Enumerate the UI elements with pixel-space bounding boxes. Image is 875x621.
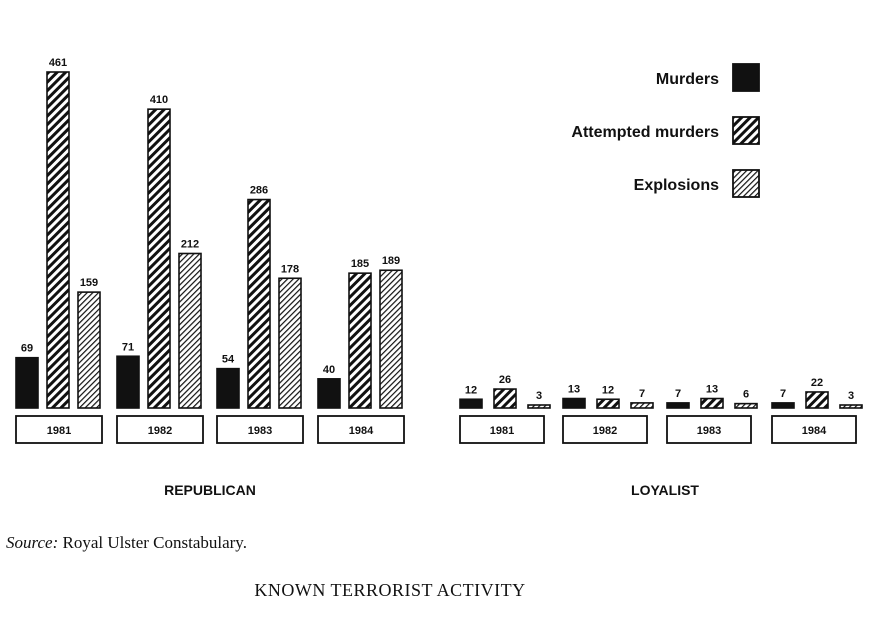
bar-loyalist-1983-explosions [735, 404, 757, 408]
legend-swatch-attempted-murders [733, 117, 759, 144]
data-label-loyalist-1982-explosions: 7 [638, 387, 646, 400]
legend-item-attempted-murders [571, 117, 759, 144]
bar-republican-1982-explosions [179, 253, 201, 408]
data-label-loyalist-1983-explosions: 6 [742, 388, 750, 401]
data-label-loyalist-1984-explosions: 3 [847, 390, 855, 402]
bar-republican-1983-attempted-murders [248, 200, 270, 408]
bar-republican-1981-murders [16, 358, 38, 408]
legend-label-attempted-murders: Attempted murders [571, 124, 719, 141]
data-label-republican-1982-attempted-murders: 410 [149, 94, 169, 107]
bar-loyalist-1984-explosions [840, 405, 862, 408]
tick-label-republican-1983: 1983 [247, 425, 273, 437]
bar-loyalist-1982-attempted-murders [597, 399, 619, 408]
tick-label-loyalist-1982: 1982 [592, 425, 618, 437]
data-label-republican-1983-explosions: 178 [280, 263, 300, 276]
bar-loyalist-1984-attempted-murders [806, 392, 828, 408]
tick-label-loyalist-1984: 1984 [801, 425, 827, 437]
tick-label-loyalist-1981: 1981 [489, 425, 515, 437]
group-label-republican: REPUBLICAN [164, 482, 256, 498]
bar-loyalist-1981-explosions [528, 405, 550, 408]
data-label-republican-1981-explosions: 159 [79, 277, 99, 290]
chart-title: KNOWN TERRORIST ACTIVITY [254, 580, 526, 600]
group-loyalist [460, 374, 862, 498]
data-label-loyalist-1984-attempted-murders: 22 [810, 376, 824, 389]
legend-item-murders [656, 64, 759, 91]
data-label-republican-1982-murders: 71 [121, 341, 135, 354]
bar-loyalist-1981-attempted-murders [494, 389, 516, 408]
data-label-republican-1984-murders: 40 [322, 363, 336, 376]
source-label: Source: [6, 533, 59, 552]
bar-loyalist-1983-murders [667, 403, 689, 408]
data-label-republican-1984-attempted-murders: 185 [350, 258, 370, 271]
group-republican [16, 57, 404, 498]
bar-loyalist-1981-murders [460, 399, 482, 408]
data-label-republican-1983-attempted-murders: 286 [249, 184, 269, 197]
data-label-loyalist-1983-attempted-murders: 13 [705, 383, 719, 396]
group-label-loyalist: LOYALIST [631, 482, 699, 498]
data-label-loyalist-1984-murders: 7 [779, 387, 787, 400]
legend-label-explosions: Explosions [633, 177, 719, 194]
data-label-republican-1984-explosions: 189 [381, 255, 401, 268]
bar-republican-1982-murders [117, 356, 139, 408]
data-label-loyalist-1983-murders: 7 [674, 387, 682, 400]
bar-republican-1983-explosions [279, 278, 301, 408]
data-label-republican-1982-explosions: 212 [180, 238, 200, 251]
source-value: Royal Ulster Constabulary. [62, 533, 247, 552]
bar-loyalist-1982-explosions [631, 403, 653, 408]
bar-loyalist-1982-murders [563, 399, 585, 408]
legend-item-explosions [634, 170, 759, 197]
tick-label-republican-1984: 1984 [348, 425, 374, 437]
tick-label-republican-1982: 1982 [147, 425, 173, 437]
tick-label-loyalist-1983: 1983 [696, 425, 722, 437]
bar-loyalist-1984-murders [772, 403, 794, 408]
bar-republican-1981-explosions [78, 292, 100, 408]
legend-swatch-murders [733, 64, 759, 91]
bar-republican-1983-murders [217, 369, 239, 408]
bar-republican-1982-attempted-murders [148, 109, 170, 408]
legend [571, 64, 759, 197]
tick-label-republican-1981: 1981 [46, 425, 72, 437]
data-label-republican-1981-attempted-murders: 461 [48, 57, 68, 69]
data-label-loyalist-1981-murders: 12 [464, 384, 478, 397]
bar-republican-1981-attempted-murders [47, 72, 69, 408]
data-label-loyalist-1982-murders: 13 [567, 383, 581, 396]
data-label-loyalist-1981-explosions: 3 [535, 390, 543, 402]
data-label-loyalist-1982-attempted-murders: 12 [601, 384, 615, 397]
bar-republican-1984-murders [318, 379, 340, 408]
legend-swatch-explosions [733, 170, 759, 197]
data-label-loyalist-1981-attempted-murders: 26 [498, 374, 512, 387]
source-note [6, 533, 247, 553]
data-label-republican-1983-murders: 54 [221, 353, 235, 366]
bar-republican-1984-explosions [380, 270, 402, 408]
data-label-republican-1981-murders: 69 [20, 342, 34, 355]
bar-republican-1984-attempted-murders [349, 273, 371, 408]
legend-label-murders: Murders [655, 71, 719, 88]
bar-loyalist-1983-attempted-murders [701, 399, 723, 408]
